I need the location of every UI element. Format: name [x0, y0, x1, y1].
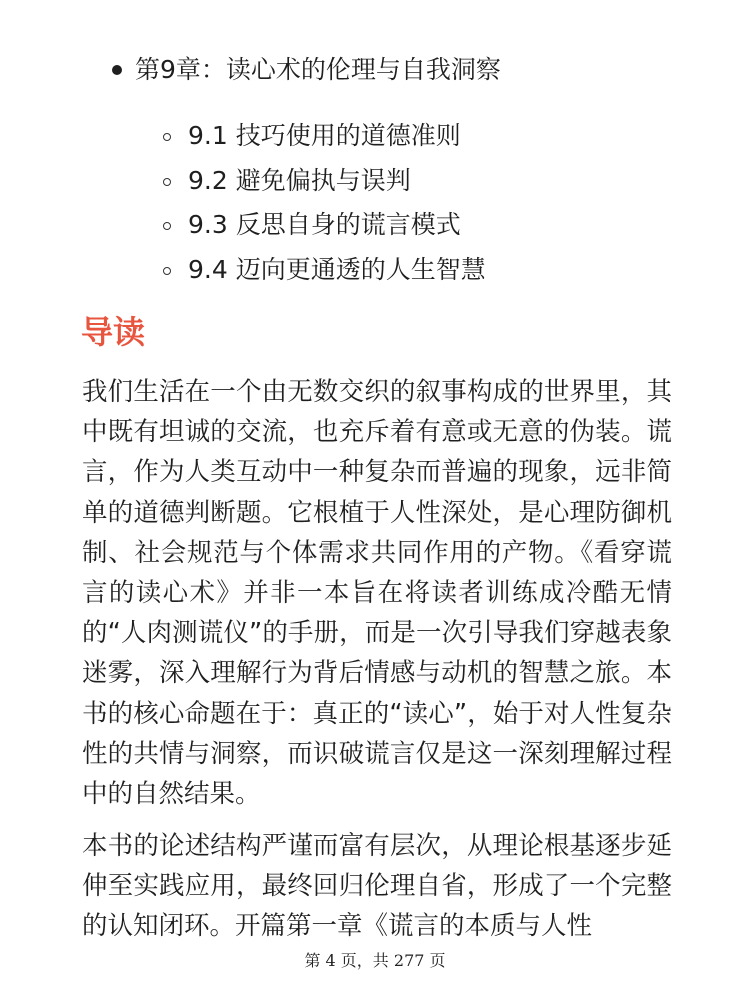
body-paragraph: 我们生活在一个由无数交织的叙事构成的世界里，其中既有坦诚的交流，也充斥着有意或无意的伪装。谎言，作为人类互动中一种复杂而普遍的现象，远非简单的道德判断题。它根植于人性深处，是心理防御机制、社会规范与个体需求共同作用的产物。《看穿谎言的读心术》并非一本旨在将读者训练成冷酷无情的“人肉测谎仪”的手册，而是一次引导我们穿越表象迷雾，深入理解行为背后情感与动机的智慧之旅。本书的核心命题在于：真正的“读心”，始于对人性复杂性的共情与洞察，而识破谎言仅是这一深刻理解过程中的自然结果。	[82, 377, 672, 810]
toc-chapter-item	[0, 48, 750, 96]
bullet-circle-icon	[163, 133, 171, 141]
toc-subsection-label: 9.2 避免偏执与误判	[188, 165, 411, 195]
bullet-circle-icon	[163, 222, 171, 230]
toc-subsection-list	[0, 118, 750, 296]
toc-subsection-item	[0, 207, 750, 252]
toc-subsection-label: 9.1 技巧使用的道德准则	[188, 121, 461, 150]
page-number-footer: 第 4 页，共 277 页	[304, 951, 446, 970]
toc-subsection-label: 9.4 迈向更通透的人生智慧	[188, 254, 486, 284]
table-of-contents	[0, 48, 750, 296]
bullet-circle-icon	[163, 178, 171, 186]
bullet-disc-icon	[112, 65, 122, 75]
toc-subsection-item	[0, 118, 750, 163]
toc-subsection-item	[0, 163, 750, 208]
body-paragraph: 本书的论述结构严谨而富有层次，从理论根基逐步延伸至实践应用，最终回归伦理自省，形成了一个完整的认知闭环。开篇第一章《谎言的本质与人性	[82, 831, 672, 942]
section-heading: 导读	[81, 313, 146, 351]
toc-subsection-label: 9.3 反思自身的谎言模式	[188, 210, 461, 239]
toc-chapter-label: 第9章：读心术的伦理与自我洞察	[135, 55, 501, 84]
bullet-circle-icon	[163, 267, 171, 275]
toc-subsection-item	[0, 252, 750, 297]
